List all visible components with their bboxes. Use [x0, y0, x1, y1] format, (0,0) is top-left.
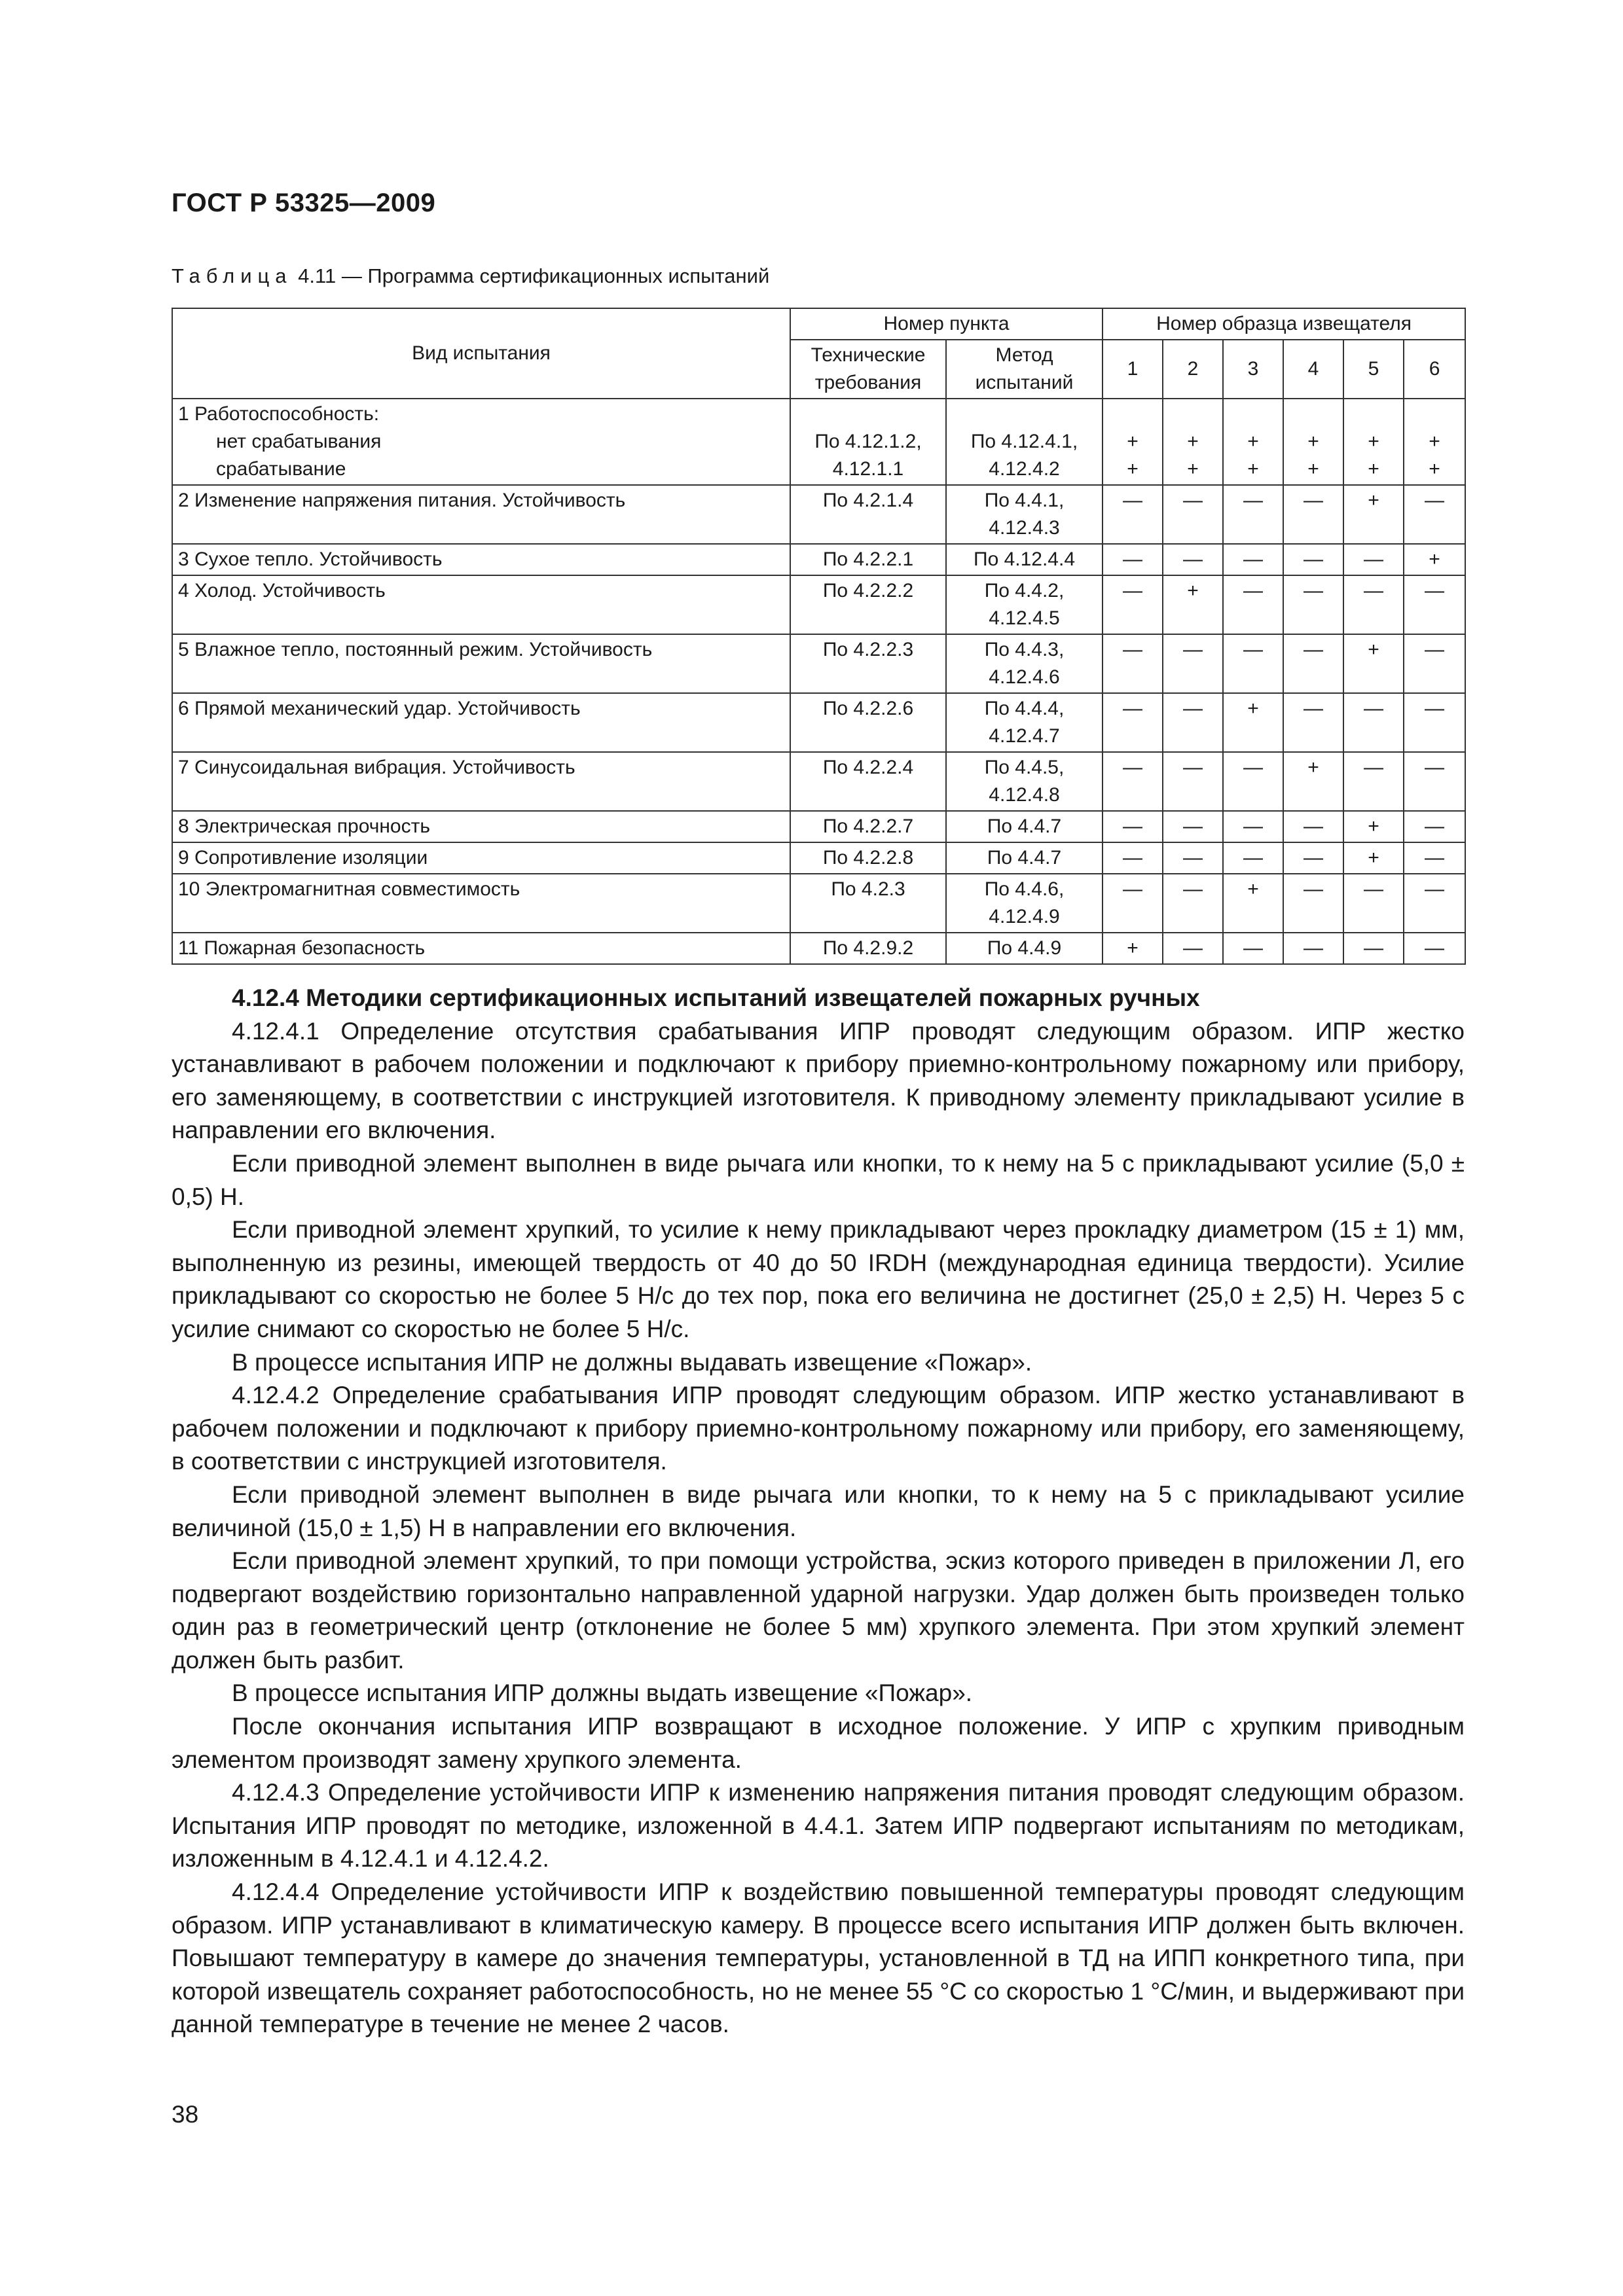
sample-mark: — — [1343, 575, 1404, 634]
sample-mark: — — [1404, 811, 1465, 842]
table-row — [172, 874, 1465, 933]
standard-header: ГОСТ Р 53325—2009 — [172, 188, 436, 217]
tech-requirement: По 4.2.1.4 — [790, 485, 946, 544]
table-row — [172, 399, 1465, 485]
sample-mark: — — [1223, 752, 1283, 811]
header-sample: 3 — [1223, 340, 1283, 399]
sample-mark: — — [1283, 634, 1343, 693]
header-sample: 2 — [1163, 340, 1223, 399]
header-tech-requirements: Технические требования — [790, 340, 946, 399]
sample-mark: + — [1163, 575, 1223, 634]
sample-mark: — — [1283, 842, 1343, 874]
sample-mark: — — [1223, 634, 1283, 693]
test-method: По 4.4.2, 4.12.4.5 — [946, 575, 1103, 634]
test-method: По 4.4.1, 4.12.4.3 — [946, 485, 1103, 544]
table-caption — [172, 264, 769, 288]
test-method: По 4.4.3, 4.12.4.6 — [946, 634, 1103, 693]
table-caption-prefix: Таблица — [172, 264, 293, 287]
tech-requirement: По 4.2.2.2 — [790, 575, 946, 634]
test-name: 1 Работоспособность: нет срабатывания срабатывание — [172, 399, 790, 485]
test-name: 9 Сопротивление изоляции — [172, 842, 790, 874]
sample-mark: — — [1103, 874, 1163, 933]
sample-mark: + + — [1343, 399, 1404, 485]
tech-requirement: По 4.2.9.2 — [790, 933, 946, 964]
header-sample: 1 — [1103, 340, 1163, 399]
tech-requirement: По 4.2.2.8 — [790, 842, 946, 874]
certification-test-table — [172, 308, 1466, 965]
sample-mark: — — [1103, 544, 1163, 575]
table-row — [172, 634, 1465, 693]
sample-mark: — — [1163, 811, 1223, 842]
sample-mark: — — [1343, 693, 1404, 752]
sample-mark: + — [1223, 874, 1283, 933]
sample-mark: — — [1283, 544, 1343, 575]
header-sample-number: Номер образца извещателя — [1103, 308, 1465, 340]
paragraph: Если приводной элемент хрупкий, то усилие к нему прикладывают через прокладку диаметром (15 ± 1) мм, выполненную из резины, имеющей твердость от 40 до 50 IRDH (международная единица твердости). Усилие прикладывают со скоростью не более 5 Н/с до тех пор, пока его величина не достигнет (25,0 ± 2,5) Н. Через 5 с усилие снимают со скоростью не более 5 Н/с. — [172, 1216, 1465, 1342]
test-name: 11 Пожарная безопасность — [172, 933, 790, 964]
header-clause-number: Номер пункта — [790, 308, 1103, 340]
sample-mark: — — [1223, 811, 1283, 842]
sample-mark: + — [1283, 752, 1343, 811]
sample-mark: — — [1223, 575, 1283, 634]
table-row — [172, 693, 1465, 752]
header-test-type: Вид испытания — [172, 308, 790, 399]
sample-mark: — — [1103, 842, 1163, 874]
sample-mark: + — [1343, 634, 1404, 693]
paragraph: 4.12.4.3 Определение устойчивости ИПР к изменению напряжения питания проводят следующим образом. Испытания ИПР проводят по методике, изложенной в 4.4.1. Затем ИПР подвергают испытаниям по методикам, изложенным в 4.12.4.1 и 4.12.4.2. — [172, 1779, 1465, 1873]
sample-mark: — — [1343, 752, 1404, 811]
sample-mark: + — [1223, 693, 1283, 752]
test-method: По 4.4.7 — [946, 811, 1103, 842]
tech-requirement: По 4.2.2.6 — [790, 693, 946, 752]
test-name: 7 Синусоидальная вибрация. Устойчивость — [172, 752, 790, 811]
sample-mark: + — [1343, 842, 1404, 874]
sample-mark: — — [1283, 811, 1343, 842]
header-test-method: Метод испытаний — [946, 340, 1103, 399]
test-method: По 4.4.6, 4.12.4.9 — [946, 874, 1103, 933]
test-name: 8 Электрическая прочность — [172, 811, 790, 842]
sample-mark: — — [1223, 485, 1283, 544]
paragraph: В процессе испытания ИПР не должны выдавать извещение «Пожар». — [232, 1348, 1032, 1376]
test-method: По 4.4.7 — [946, 842, 1103, 874]
sample-mark: — — [1223, 842, 1283, 874]
sample-mark: + + — [1404, 399, 1465, 485]
paragraph: 4.12.4.4 Определение устойчивости ИПР к воздействию повышенной температуры проводят следующим образом. ИПР устанавливают в климатическую камеру. В процессе всего испытания ИПР должен быть включен. Повышают температуру в камере до значения температуры, установленной в ТД на ИПП конкретного типа, при которой извещатель сохраняет работоспособность, но не менее 55 °С со скоростью 1 °С/мин, и выдерживают при данной температуре в течение не менее 2 часов. — [172, 1878, 1465, 2038]
sample-mark: — — [1163, 693, 1223, 752]
sample-mark: — — [1103, 575, 1163, 634]
sample-mark: + + — [1103, 399, 1163, 485]
sample-mark: — — [1283, 693, 1343, 752]
test-name: 10 Электромагнитная совместимость — [172, 874, 790, 933]
table-row — [172, 933, 1465, 964]
table-row — [172, 811, 1465, 842]
tech-requirement: По 4.2.2.3 — [790, 634, 946, 693]
sample-mark: — — [1343, 933, 1404, 964]
test-name: 6 Прямой механический удар. Устойчивость — [172, 693, 790, 752]
sample-mark: — — [1223, 933, 1283, 964]
sample-mark: — — [1163, 752, 1223, 811]
table-row — [172, 485, 1465, 544]
sample-mark: — — [1404, 842, 1465, 874]
header-sample: 5 — [1343, 340, 1404, 399]
sample-mark: + + — [1163, 399, 1223, 485]
test-name: 2 Изменение напряжения питания. Устойчивость — [172, 485, 790, 544]
tech-requirement: По 4.2.2.1 — [790, 544, 946, 575]
table-caption-text: 4.11 — Программа сертификационных испытаний — [292, 264, 770, 287]
sample-mark: — — [1404, 485, 1465, 544]
table-row — [172, 575, 1465, 634]
sample-mark: — — [1343, 544, 1404, 575]
test-name: 3 Сухое тепло. Устойчивость — [172, 544, 790, 575]
header-sample: 4 — [1283, 340, 1343, 399]
tech-requirement: По 4.12.1.2, 4.12.1.1 — [790, 399, 946, 485]
test-name: 5 Влажное тепло, постоянный режим. Устойчивость — [172, 634, 790, 693]
sample-mark: + — [1404, 544, 1465, 575]
sample-mark: + — [1103, 933, 1163, 964]
table-row — [172, 842, 1465, 874]
sample-mark: — — [1103, 634, 1163, 693]
sample-mark: — — [1103, 485, 1163, 544]
sample-mark: + — [1343, 485, 1404, 544]
tech-requirement: По 4.2.3 — [790, 874, 946, 933]
sample-mark: + — [1343, 811, 1404, 842]
sample-mark: — — [1283, 874, 1343, 933]
table-row — [172, 544, 1465, 575]
sample-mark: — — [1404, 693, 1465, 752]
test-method: По 4.12.4.4 — [946, 544, 1103, 575]
test-method: По 4.4.5, 4.12.4.8 — [946, 752, 1103, 811]
sample-mark: — — [1163, 485, 1223, 544]
test-method: По 4.12.4.1, 4.12.4.2 — [946, 399, 1103, 485]
sample-mark: — — [1283, 485, 1343, 544]
tech-requirement: По 4.2.2.7 — [790, 811, 946, 842]
test-method: По 4.4.9 — [946, 933, 1103, 964]
sample-mark: — — [1283, 575, 1343, 634]
sample-mark: — — [1163, 874, 1223, 933]
sample-mark: — — [1103, 752, 1163, 811]
sample-mark: — — [1404, 933, 1465, 964]
table-row — [172, 752, 1465, 811]
paragraph: Если приводной элемент выполнен в виде рычага или кнопки, то к нему на 5 с прикладывают усилие (5,0 ± 0,5) Н. — [172, 1149, 1465, 1210]
sample-mark: — — [1404, 874, 1465, 933]
sample-mark: — — [1163, 634, 1223, 693]
sample-mark: — — [1163, 544, 1223, 575]
header-sample: 6 — [1404, 340, 1465, 399]
methods-section — [172, 982, 1465, 2041]
sample-mark: — — [1223, 544, 1283, 575]
sample-mark: — — [1404, 752, 1465, 811]
sample-mark: — — [1163, 842, 1223, 874]
page-number: 38 — [172, 2101, 199, 2128]
paragraph: После окончания испытания ИПР возвращают в исходное положение. У ИПР с хрупким приводным элементом производят замену хрупкого элемента. — [172, 1713, 1465, 1773]
sample-mark: — — [1404, 575, 1465, 634]
sample-mark: + + — [1223, 399, 1283, 485]
sample-mark: — — [1283, 933, 1343, 964]
sample-mark: — — [1163, 933, 1223, 964]
section-title: 4.12.4 Методики сертификационных испытаний извещателей пожарных ручных — [232, 984, 1200, 1011]
paragraph: Если приводной элемент выполнен в виде рычага или кнопки, то к нему на 5 с прикладывают усилие величиной (15,0 ± 1,5) Н в направлении его включения. — [172, 1480, 1465, 1541]
sample-mark: — — [1343, 874, 1404, 933]
paragraph: Если приводной элемент хрупкий, то при помощи устройства, эскиз которого приведен в приложении Л, его подвергают воздействию горизонтально направленной ударной нагрузки. Удар должен быть произведен только один раз в геометрический центр (отклонение не более 5 мм) хрупкого элемента. При этом хрупкий элемент должен быть разбит. — [172, 1547, 1465, 1674]
sample-mark: — — [1103, 811, 1163, 842]
sample-mark: — — [1103, 693, 1163, 752]
sample-mark: — — [1404, 634, 1465, 693]
tech-requirement: По 4.2.2.4 — [790, 752, 946, 811]
test-method: По 4.4.4, 4.12.4.7 — [946, 693, 1103, 752]
paragraph: 4.12.4.1 Определение отсутствия срабатывания ИПР проводят следующим образом. ИПР жестко устанавливают в рабочем положении и подключают к прибору приемно-контрольному пожарному или прибору, его заменяющему, в соответствии с инструкцией изготовителя. К приводному элементу прикладывают усилие в направлении его включения. — [172, 1017, 1465, 1144]
paragraph: В процессе испытания ИПР должны выдать извещение «Пожар». — [232, 1679, 973, 1707]
sample-mark: + + — [1283, 399, 1343, 485]
test-name: 4 Холод. Устойчивость — [172, 575, 790, 634]
paragraph: 4.12.4.2 Определение срабатывания ИПР проводят следующим образом. ИПР жестко устанавливают в рабочем положении и подключают к прибору приемно-контрольному пожарному или прибору, его заменяющему, в соответствии с инструкцией изготовителя. — [172, 1382, 1465, 1475]
